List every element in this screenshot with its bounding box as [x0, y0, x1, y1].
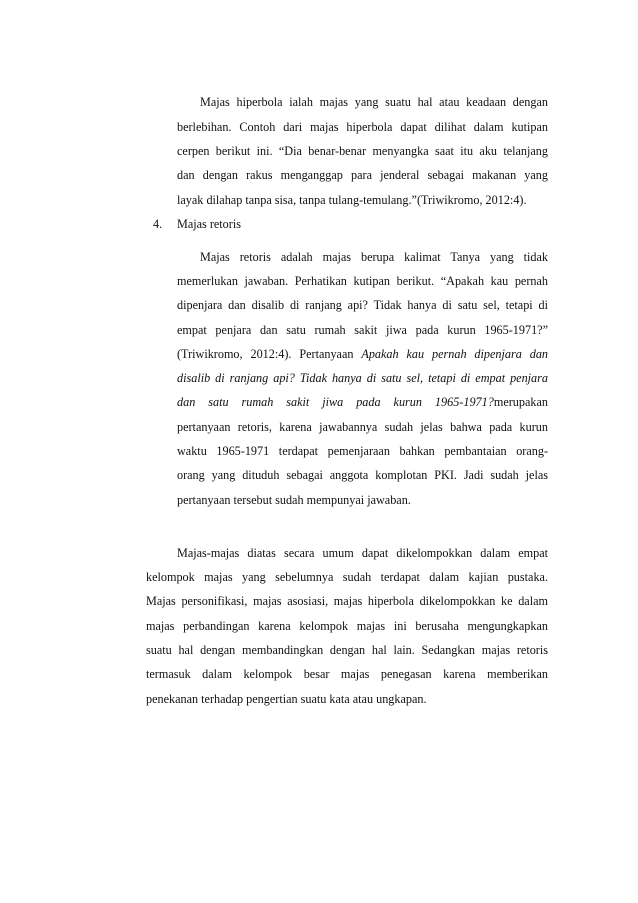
text-line: termasuk dalam kelompok besar majas penegasan karena memberikan [146, 667, 548, 681]
text-line: majas perbandingan karena kelompok majas ini berusaha mengungkapkan [146, 619, 548, 633]
text-run: (Triwikromo, 2012:4). Pertanyaan [177, 347, 354, 361]
text-line: cerpen berikut ini. “Dia benar-benar menyangka saat itu aku telanjang [177, 144, 548, 158]
text-line: Majas personifikasi, majas asosiasi, majas hiperbola dikelompokkan ke dalam [146, 594, 548, 608]
italic-quote: disalib di ranjang api? Tidak hanya di satu sel, tetapi di empat penjara [177, 371, 548, 385]
text-line: suatu hal dengan membandingkan dengan hal lain. Sedangkan majas retoris [146, 643, 548, 657]
text-line: orang yang dituduh sebagai anggota komplotan PKI. Jadi sudah jelas [177, 468, 548, 482]
text-line: Majas hiperbola ialah majas yang suatu hal atau keadaan dengan [200, 95, 548, 109]
text-line: pertanyaan tersebut sudah mempunyai jawaban. [177, 493, 411, 507]
text-line: empat penjara dan satu rumah sakit jiwa pada kurun 1965-1971?” [177, 323, 548, 337]
text-line: Majas retoris adalah majas berupa kalimat Tanya yang tidak [200, 250, 548, 264]
text-line: Majas-majas diatas secara umum dapat dikelompokkan dalam empat [177, 546, 548, 560]
text-line: layak dilahap tanpa sisa, tanpa tulang-temulang.”(Triwikromo, 2012:4). [177, 193, 527, 207]
text-run: merupakan [493, 395, 548, 409]
text-line: dipenjara dan disalib di ranjang api? Tidak hanya di satu sel, tetapi di [177, 298, 548, 312]
text-line [177, 394, 548, 410]
list-number: 4. [153, 217, 163, 231]
section-heading: Majas retoris [177, 217, 241, 231]
text-line: dan dengan rakus menganggap para jenderal sebagai makanan yang [177, 168, 548, 182]
italic-quote: dan satu rumah sakit jiwa pada kurun 1965-1971? [177, 395, 494, 409]
text-line: kelompok majas yang sebelumnya sudah terdapat dalam kajian pustaka. [146, 570, 548, 584]
text-line: memerlukan jawaban. Perhatikan kutipan berikut. “Apakah kau pernah [177, 274, 548, 288]
text-line: waktu 1965-1971 terdapat pemenjaraan bahkan pembantaian orang- [177, 444, 548, 458]
text-line [177, 346, 548, 362]
text-line: penekanan terhadap pengertian suatu kata atau ungkapan. [146, 692, 427, 706]
text-line [177, 370, 548, 386]
text-line: berlebihan. Contoh dari majas hiperbola dapat dilihat dalam kutipan [177, 120, 548, 134]
text-line: pertanyaan retoris, karena jawabannya sudah jelas bahwa pada kurun [177, 420, 548, 434]
italic-quote: Apakah kau pernah dipenjara dan [361, 347, 549, 361]
